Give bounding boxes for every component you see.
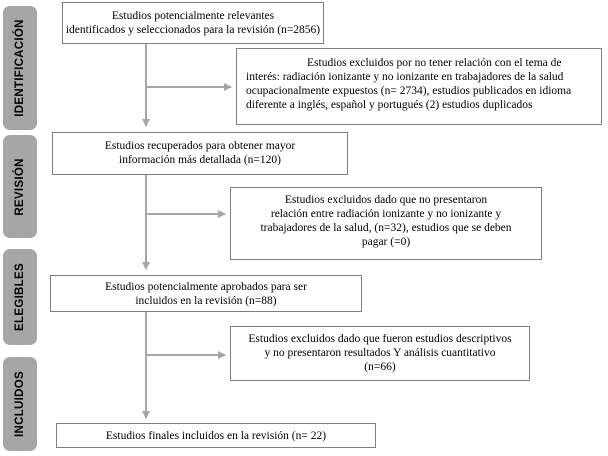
box-excluidos-2-line-1: Estudios excluidos dado que no presentaron: [284, 194, 488, 206]
box-excluidos-1-line-4: diferente a inglés, español y portugués (2) estudios duplicados: [246, 99, 533, 111]
box-excluidos-1-line-1: Estudios excluidos por no tener relación con el tema de: [307, 57, 562, 69]
box-aprobados-line-1: Estudios potencialmente aprobados para ser: [105, 281, 307, 293]
box-aprobados-line-2: incluidos en la revisión (n=88): [135, 295, 277, 307]
box-aprobados: [50, 275, 362, 312]
box-recuperados-line-1: Estudios recuperados para obtener mayor: [104, 140, 296, 152]
box-identificados-line-1: Estudios potencialmente relevantes: [111, 10, 275, 22]
phase-elegibles-label: ELEGIBLES: [14, 263, 26, 331]
box-excluidos-1: [236, 48, 602, 125]
box-excluidos-2-line-2: relación entre radiación ionizante y no ionizante y: [270, 208, 502, 220]
box-recuperados-line-2: información más detallada (n=120): [119, 154, 281, 166]
phase-incluidos-label: INCLUIDOS: [14, 371, 26, 437]
box-excluidos-3-line-3: (n=66): [364, 361, 396, 373]
box-recuperados: [52, 132, 348, 175]
box-identificados-line-2: identificados y seleccionados para la revisión (n=2856): [65, 24, 321, 36]
box-finales-line-1: Estudios finales incluidos en la revisión (n= 22): [105, 430, 327, 442]
box-identificados: [62, 2, 324, 44]
box-excluidos-3-line-1: Estudios excluidos dado que fueron estudios descriptivos: [248, 333, 512, 345]
box-excluidos-2-line-4: pagar (=0): [361, 236, 411, 248]
phase-revision-label: REVISIÓN: [14, 157, 26, 216]
box-finales: [56, 423, 376, 448]
phase-identificacion-label: IDENTIFICACIÓN: [14, 19, 26, 117]
box-excluidos-3: [230, 326, 530, 381]
box-excluidos-2-line-3: trabajadores de la salud, (n=32), estudios que se deben: [260, 222, 512, 234]
box-excluidos-1-line-2: interés: radiación ionizante y no ionizante en trabajadores de la salud: [246, 71, 564, 83]
box-excluidos-1-line-3: ocupacionalmente expuestos (n= 2734), estudios publicados en idioma: [246, 85, 572, 97]
box-excluidos-2: [230, 187, 542, 260]
box-excluidos-3-line-2: y no presentaron resultados Y análisis cuantitativo: [264, 347, 496, 359]
